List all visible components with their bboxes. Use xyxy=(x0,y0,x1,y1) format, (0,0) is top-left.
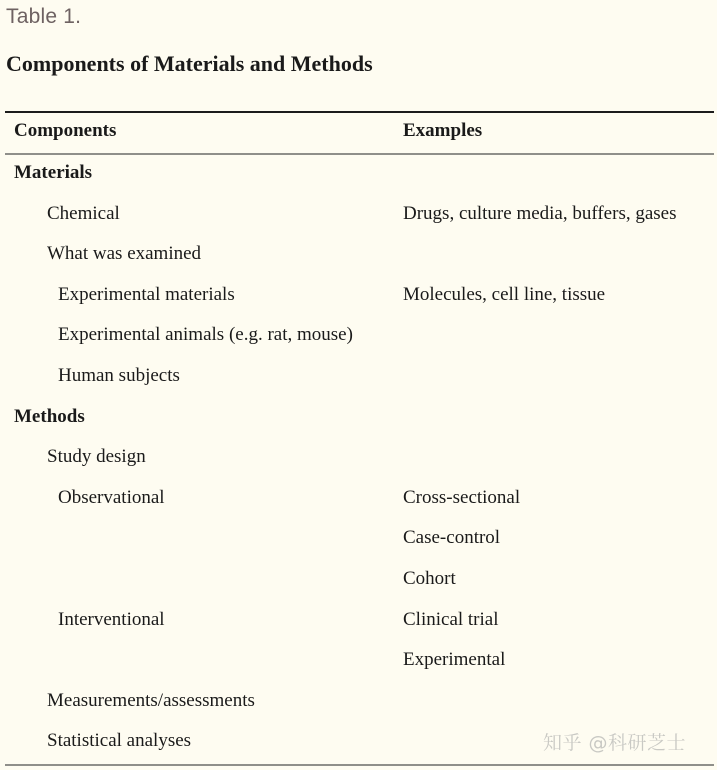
table-row xyxy=(0,365,717,405)
table-title: Components of Materials and Methods xyxy=(6,51,373,76)
component-cell: Interventional xyxy=(58,608,165,630)
watermark: 知乎 @科研芝士 xyxy=(543,732,687,754)
header-components: Components xyxy=(14,120,117,141)
table-label: Table 1. xyxy=(6,5,82,28)
table-row xyxy=(0,690,717,730)
table-row xyxy=(0,527,717,567)
component-cell: Experimental materials xyxy=(58,283,235,305)
component-cell: Chemical xyxy=(47,202,120,224)
example-cell: Cohort xyxy=(403,568,456,589)
example-cell: Case-control xyxy=(403,527,501,549)
table-row xyxy=(0,487,717,527)
component-cell: What was examined xyxy=(47,243,202,265)
table-top-rule xyxy=(5,111,714,113)
table-row xyxy=(0,609,717,649)
section-heading: Materials xyxy=(14,162,93,183)
component-cell: Human subjects xyxy=(58,365,180,386)
table-bottom-rule xyxy=(5,764,714,766)
table-header-rule xyxy=(5,153,714,155)
component-cell: Statistical analyses xyxy=(47,730,192,752)
table-row xyxy=(0,324,717,364)
component-cell: Measurements/assessments xyxy=(47,689,255,711)
example-cell: Clinical trial xyxy=(403,608,499,630)
example-cell: Cross-sectional xyxy=(403,486,521,508)
example-cell: Drugs, culture media, buffers, gases xyxy=(403,202,677,224)
header-examples: Examples xyxy=(403,120,483,141)
table-row xyxy=(0,406,717,446)
section-heading: Methods xyxy=(14,405,85,427)
table-row xyxy=(0,568,717,608)
component-cell: Experimental animals (e.g. rat, mouse) xyxy=(58,324,353,346)
example-cell: Experimental xyxy=(403,649,506,671)
example-cell: Molecules, cell line, tissue xyxy=(403,283,606,305)
component-cell: Study design xyxy=(47,446,146,468)
table-row xyxy=(0,203,717,243)
table-row xyxy=(0,243,717,283)
table-row xyxy=(0,284,717,324)
component-cell: Observational xyxy=(58,486,165,508)
table-row xyxy=(0,162,717,202)
table-row xyxy=(0,649,717,689)
table-row xyxy=(0,446,717,486)
